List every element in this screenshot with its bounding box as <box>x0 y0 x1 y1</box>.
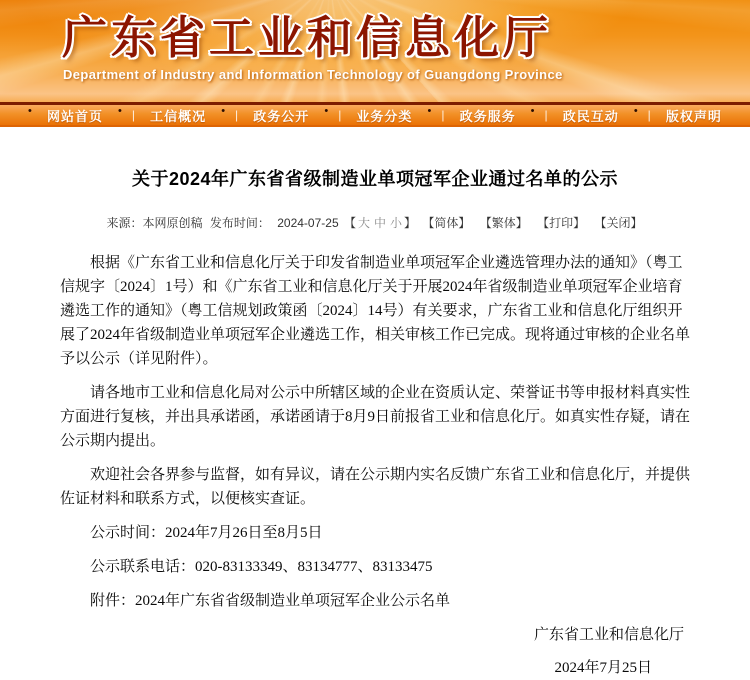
paragraph-verification-request: 请各地市工业和信息化局对公示中所辖区域的企业在资质认定、荣誉证书等申报材料真实性方面进行复核，并出具承诺函，承诺函请于8月9日前报省工业和信息化厅。如真实性存疑，请在公示期内提出。 <box>60 385 691 449</box>
nav-item-overview[interactable]: 工信概况 <box>150 108 207 124</box>
signature-date: 2024年7月25日 <box>554 660 652 676</box>
publish-time-label: 发布时间： <box>209 216 270 230</box>
attachment-link[interactable]: 附件：2024年广东省省级制造业单项冠军企业公示名单 <box>90 593 451 609</box>
pipe-divider: | <box>544 108 548 122</box>
font-size-small-button[interactable]: 小 <box>390 216 403 230</box>
bullet-icon: • <box>118 105 122 117</box>
font-size-large-button[interactable]: 大 <box>357 216 370 230</box>
font-size-bracket-close: 】 <box>404 216 417 230</box>
signature-org: 广东省工业和信息化厅 <box>533 627 684 643</box>
article-body <box>60 251 690 680</box>
bullet-icon: • <box>324 105 329 117</box>
bullet-icon: • <box>530 105 535 117</box>
source-label: 来源：本网原创稿 <box>106 216 203 230</box>
pipe-divider: | <box>131 108 136 122</box>
nav-item-public-interaction[interactable]: 政民互动 <box>562 108 619 124</box>
pipe-divider: | <box>338 108 342 122</box>
print-button[interactable]: 【打印】 <box>537 216 586 230</box>
bullet-icon: • <box>28 105 32 117</box>
paragraph-basis: 根据《广东省工业和信息化厅关于印发省制造业单项冠军企业遴选管理办法的通知》（粤工信规字〔2024〕1号）和《广东省工业和信息化厅关于开展2024年省级制造业单项冠军企业培育遴选工作的通知》（粤工信规划政策函〔2024〕14号）有关要求，广东省工业和信息化厅组织开展了2024年省级制造业单项冠军企业遴选工作，相关审核工作已完成。现将通过审核的企业名单予以公示（详见附件）。 <box>60 255 691 367</box>
article-meta <box>60 214 690 231</box>
publish-date: 2024-07-25 <box>277 216 339 230</box>
pipe-divider: | <box>441 108 445 122</box>
nav-item-home[interactable]: 网站首页 <box>46 108 103 124</box>
pipe-divider: | <box>235 108 239 122</box>
nav-item-business-categories[interactable]: 业务分类 <box>356 108 413 124</box>
site-title: 广东省工业和信息化厅 <box>62 12 553 63</box>
bullet-icon: • <box>427 105 432 117</box>
article-title: 关于2024年广东省省级制造业单项冠军企业通过名单的公示 <box>131 169 619 189</box>
font-size-medium-button[interactable]: 中 <box>374 216 387 230</box>
nav-item-gov-services[interactable]: 政务服务 <box>459 108 516 124</box>
bullet-icon: • <box>221 105 226 117</box>
font-size-bracket-open: 【 <box>343 216 356 230</box>
publicity-period: 公示时间：2024年7月26日至8月5日 <box>90 525 323 541</box>
article-content <box>0 127 750 680</box>
nav-item-gov-disclosure[interactable]: 政务公开 <box>253 108 310 124</box>
paragraph-public-supervision: 欢迎社会各界参与监督，如有异议，请在公示期内实名反馈广东省工业和信息化厅，并提供佐证材料和联系方式，以便核实查证。 <box>60 467 691 507</box>
traditional-chinese-button[interactable]: 【繁体】 <box>479 216 528 230</box>
contact-phone: 公示联系电话：020-83133349、83134777、83133475 <box>90 559 433 575</box>
site-subtitle-english: Department of Industry and Information Technology of Guangdong Province <box>63 67 563 82</box>
bullet-icon: • <box>633 105 638 117</box>
main-nav <box>0 102 750 127</box>
site-banner <box>0 0 750 102</box>
pipe-divider: | <box>647 108 651 122</box>
close-button[interactable]: 【关闭】 <box>594 216 643 230</box>
simplified-chinese-button[interactable]: 【简体】 <box>422 216 471 230</box>
nav-item-copyright[interactable]: 版权声明 <box>665 108 722 124</box>
